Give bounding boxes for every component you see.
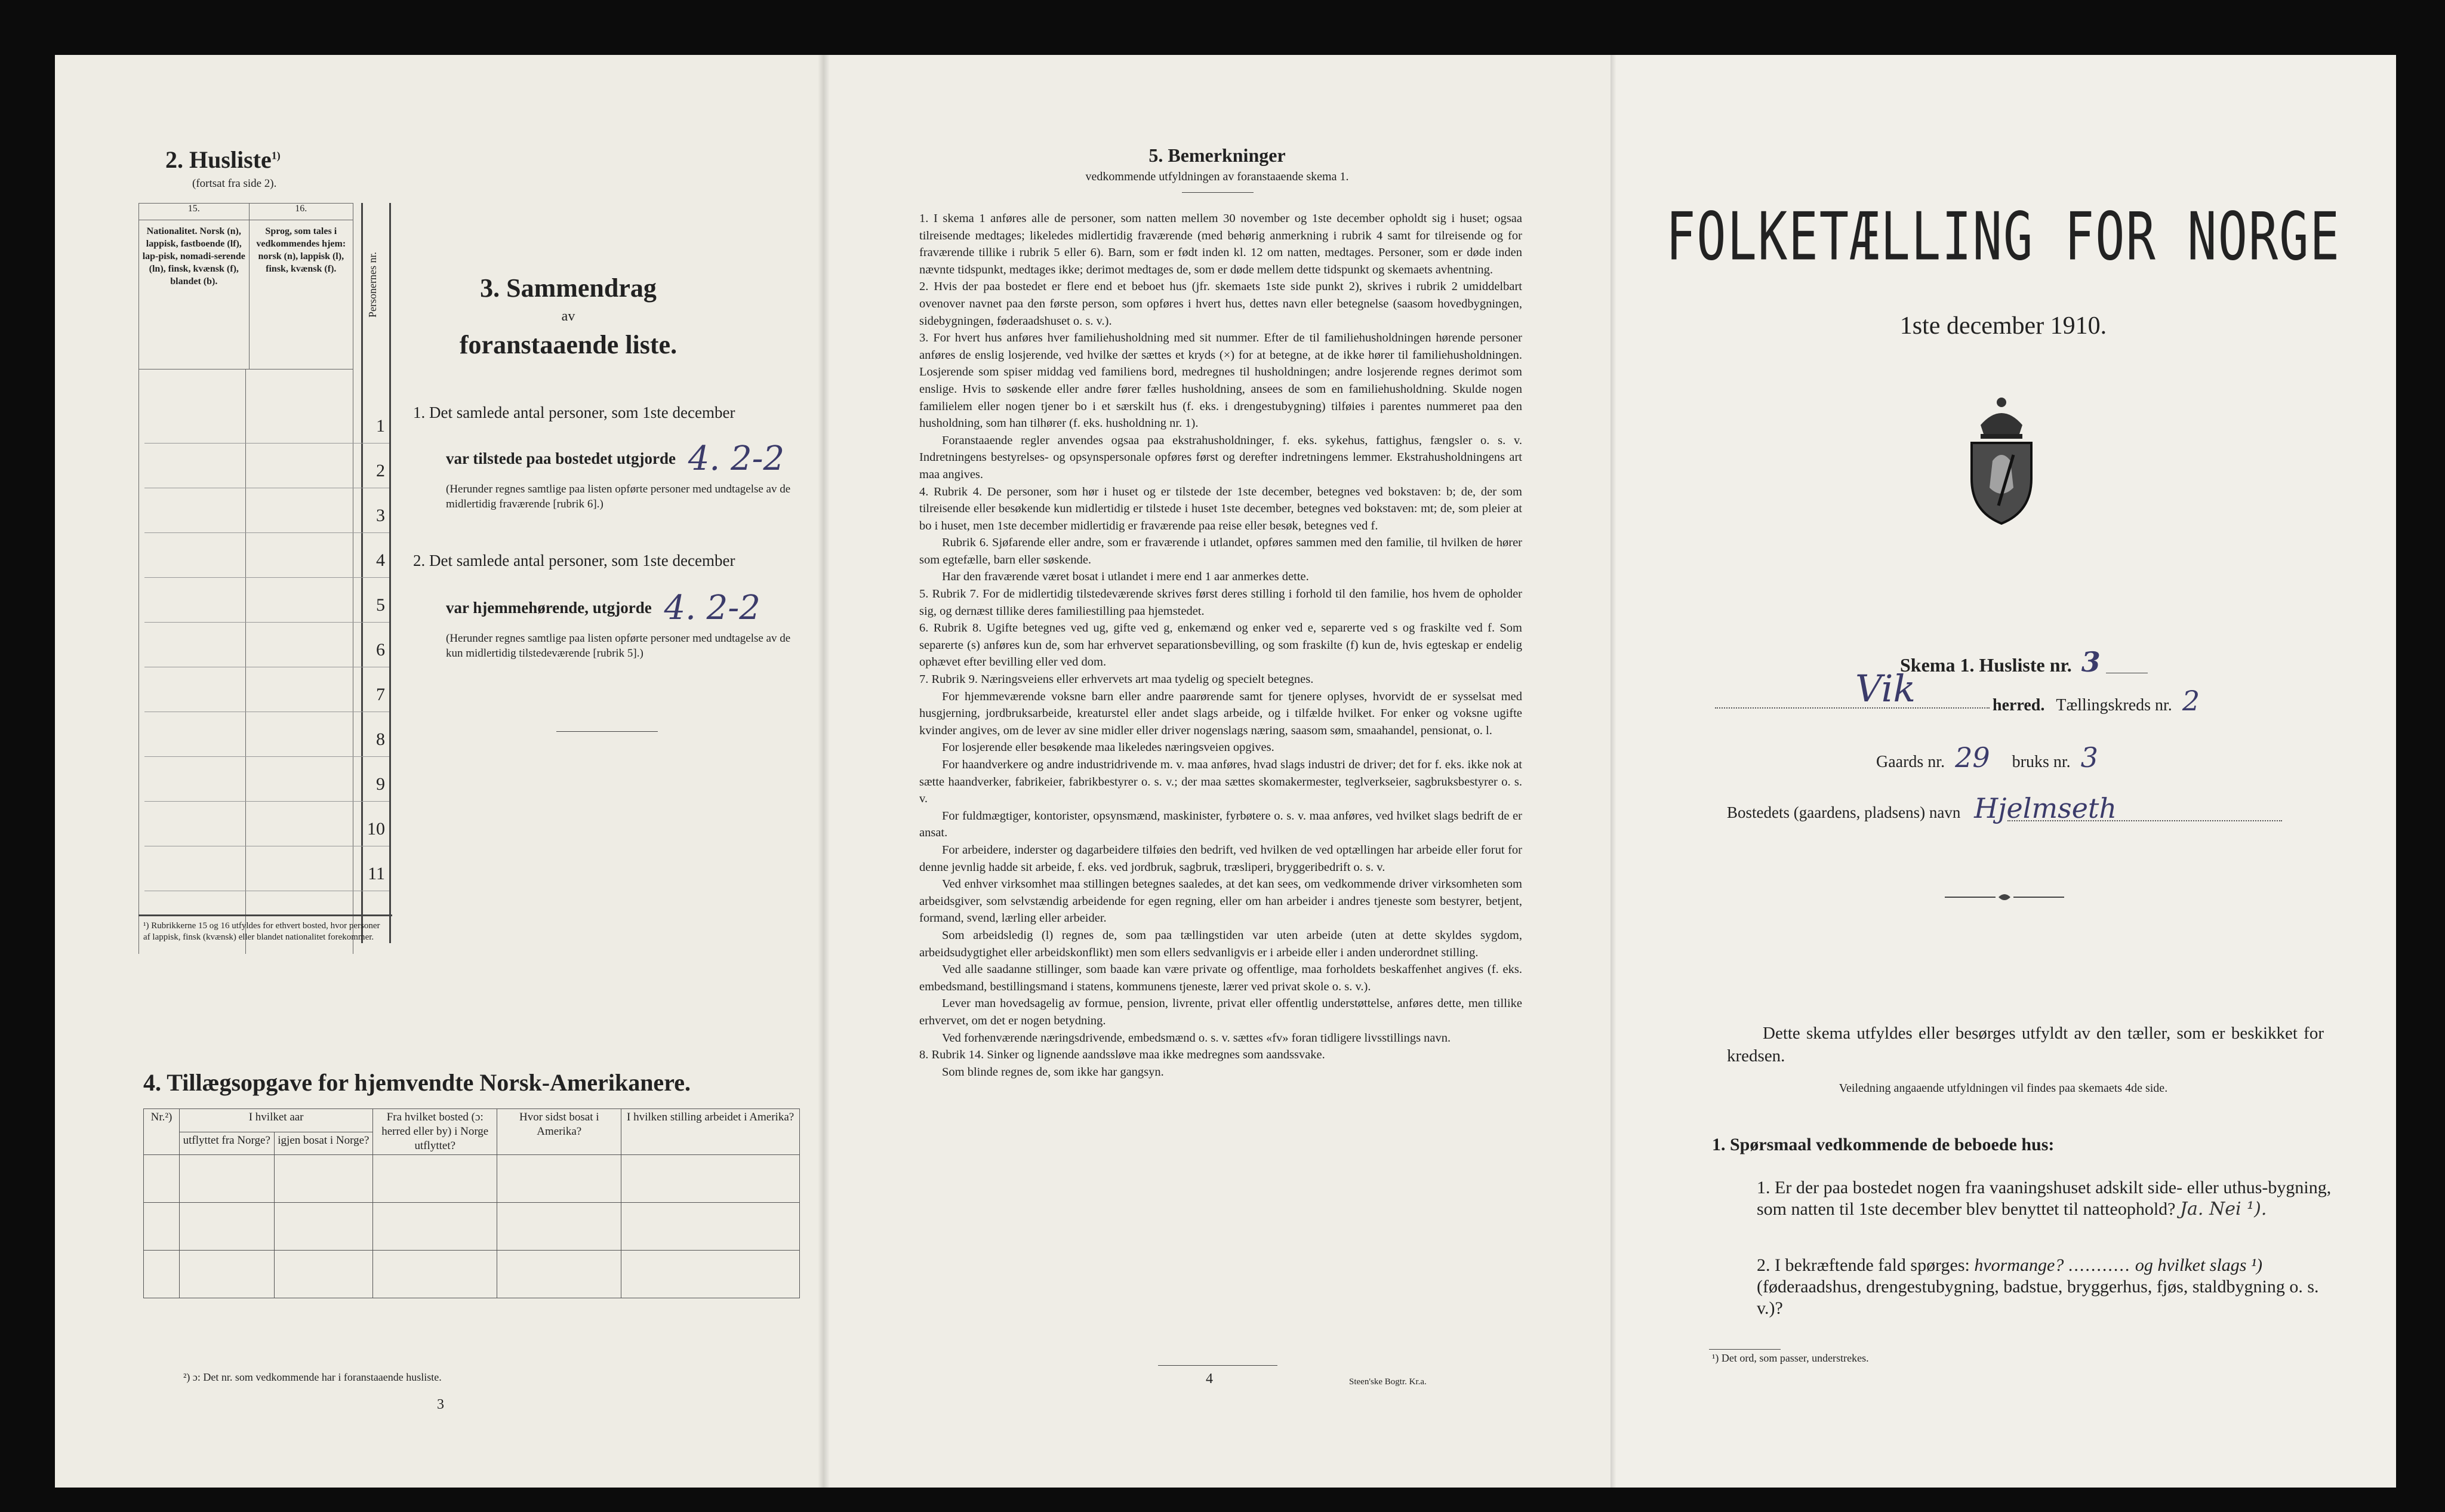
herred-value: Vik [1855,667,1916,710]
tillaeg-row [144,1155,800,1203]
remark-para: For fuldmægtiger, kontorister, opsynsmænd, maskinister, fyrbøtere o. s. v. maa anføres, ved hvilket slags bedrift de er ansat. [919,809,1522,840]
sammendrag-title: 3. Sammendrag [480,273,657,303]
sammendrag-subtitle: foranstaaende liste. [459,330,678,359]
row-num: 6 [376,640,385,660]
persons-col-head: Personernes nr. [367,252,378,318]
husliste-cont: (fortsat fra side 2). [192,177,277,190]
row-num: 3 [376,506,385,525]
remark-para: For losjerende eller besøkende maa likeledes næringsveien opgives. [942,741,1274,755]
remark-para: Lever man hovedsagelig av formue, pension, livrente, privat eller offentlig understøttelse, anføres dette, men tillike erhvervet, om det er nogen betydning. [919,997,1522,1027]
bruks-value: 3 [2080,741,2098,774]
col15-head: Nationalitet. Norsk (n), lappisk, fastboende (lf), lap-pisk, nomadi-serende (ln), finsk, kvænsk (f), blandet (b). [139,220,250,369]
summary-2-value: 4. 2-2 [664,589,760,627]
husliste-title [165,146,281,174]
remark-para: Foranstaaende regler anvendes ogsaa paa ekstrahusholdninger, f. eks. sykehus, fattighus, fængsler o. s. v. Indretningens bestyrelses- og opsynspersonale opføres først og derefter indretningens lemmer. Ekstrahusholdningens art maa angives. [919,433,1522,481]
row-num: 1 [376,416,385,436]
summary-2-note: (Herunder regnes samtlige paa listen opførte personer med undtagelse av de kun midlertidig tilstedeværende [rubrik 5].) [446,632,791,660]
remark-para: Som arbeidsledig (l) regnes de, som paa tællingstiden var uten arbeide (uten at dette skyldes sygdom, arbeidsudygtighet eller arbeidskonflikt) men som ellers sedvanligvis er i arbeide eller i anden underordnet stilling. [919,928,1522,959]
remark-para: Ved alle saadanne stillinger, som baade kan være private og offentlige, maa forholdets beskaffenhet angives (f. eks. embedsmand, bestillingsmand i statens, kommunens tjeneste, lærer ved privat skole o. s. v.). [919,963,1522,993]
gaards-label: Gaards nr. [1876,753,1945,771]
col16-head: Sprog, som tales i vedkommendes hjem: norsk (n), lappisk (l), finsk, kvænsk (f). [249,220,353,369]
bosted-line [1727,792,2117,824]
bosted-dots [2007,820,2282,821]
census-date: 1ste december 1910. [1899,312,2107,340]
summary-rule [556,731,658,732]
tillaeg-col-bosted: Fra hvilket bosted (ɔ: herred eller by) i Norge utflyttet? [373,1109,497,1155]
row-num: 8 [376,729,385,749]
question-1-2-how-many: hvormange? [1974,1255,2064,1275]
bemerkninger-subtitle: vedkommende utfyldningen av foranstaaende skema 1. [1085,170,1349,183]
summary-2-label: var hjemmehørende, utgjorde [446,599,652,617]
remark-para: Har den fraværende været bosat i utlandet i mere end 1 aar anmerkes dette. [942,570,1309,584]
remark-para: 7. Rubrik 9. Næringsveiens eller erhvervets art maa tydelig og specielt betegnes. [919,673,1314,686]
summary-1-line1: 1. Det samlede antal personer, som 1ste december [413,404,735,421]
summary-1-label: var tilstede paa bostedet utgjorde [446,449,676,467]
row-num: 9 [376,774,385,794]
bosted-value: Hjelmseth [1974,792,2117,824]
question-1-2-text: 2. I bekræftende fald spørges: [1757,1255,1970,1275]
col15-num: 15. [139,204,250,220]
row-line [144,443,389,444]
census-title: FOLKETÆLLING FOR NORGE [1665,199,2341,276]
remark-para: Ved forhenværende næringsdrivende, embedsmænd o. s. v. sættes «fv» foran tidligere livsstillings navn. [942,1031,1451,1045]
summary-1-note: (Herunder regnes samtlige paa listen opførte personer med undtagelse av de midlertidig fraværende [rubrik 6].) [446,483,791,510]
ornament-icon [1945,889,2064,907]
remark-para: 3. For hvert hus anføres hver familiehusholdning med sit nummer. Efter de til familiehusholdningen hørende personer anføres de enslig losjerende, ved hvilke der sættes et kryds (×) for at betegne, at de ikke hører til familiehusholdningen. Losjerende som spiser middag ved familiens bord, medregnes til husholdningen; andre losjerende regnes derimot som enslige. Hvis to søskende eller andre fører fælles husholdning, ansees de som en familiehusholdning. Skulde nogen familielem eller nogen tjener bo i et særskilt hus (f. eks. i drengestubygning) tilføies i parentes nummeret paa den husholdning, som han tilhører (f. eks. husholdning nr. 1). [919,331,1522,430]
summary-2-line1: 2. Det samlede antal personer, som 1ste december [413,552,735,569]
title-rule [1182,192,1254,193]
krets-value: 2 [2182,685,2200,717]
row-num: 5 [376,595,385,615]
question-1-1 [1757,1177,2336,1220]
remark-para: 2. Hvis der paa bostedet er flere end et beboet hus (jfr. skemaets 1ste side punkt 2), skrives i rubrik 2 umiddelbart ovenover navnet paa den første person, som opføres i hvert hus, dettes navn eller betegnelse (saasom hovedbygningen, sidebygningen, føderaadshuset o. s. v.). [919,280,1522,328]
tillaeg-col-amerika: Hvor sidst bosat i Amerika? [497,1109,621,1155]
remark-para: 8. Rubrik 14. Sinker og lignende aandssløve maa ikke medregnes som aandssvake. [919,1048,1325,1062]
tillaeg-col-utflyttet: utflyttet fra Norge? [180,1132,275,1155]
husliste-title-text: 2. Husliste [165,146,272,173]
question-1-1-answer: Ja. Nei ¹). [2179,1199,2267,1220]
husliste-footnote: ¹) Rubrikkerne 15 og 16 utfyldes for ethvert bosted, hvor personer af lappisk, finsk (kvænsk) eller blandet nationalitet forekommer. [143,921,380,942]
tillaeg-row [144,1203,800,1251]
tillaeg-table [143,1108,800,1298]
summary-1-value: 4. 2-2 [688,439,785,478]
col16-body [246,369,353,954]
remarks-body [919,210,1522,1080]
remark-para: 4. Rubrik 4. De personer, som hør i huset og er tilstede der 1ste december, betegnes ved bokstaven: b; de, der som tilreisende eller besøkende kun midlertidig er tilstede i huset 1ste december, betegnes ved bokstaven: mt; de, som pleier at bo i huset, men 1ste december midlertidig er fraværende paa reise eller besøk, betegnes ved f. [919,485,1522,532]
remark-para: Rubrik 6. Sjøfarende eller andre, som er fraværende i utlandet, opføres sammen med den familie, til hvilken de hører som egtefælle, barn eller søskende. [919,536,1522,566]
left-page [55,55,824,1488]
col16-num: 16. [249,204,353,220]
tillaeg-col-stilling: I hvilken stilling arbeidet i Amerika? [621,1109,800,1155]
row-num: 2 [376,461,385,481]
remark-para: For haandverkere og andre industridrivende m. v. maa anføres, hvad slags industri de driver; det for f. eks. ikke nok at sætte haandverker, fabrikeier, fabrikbestyrer o. s. v.; der maa sættes skomakermester, teglverkseier, sagbruksbestyrer o. s. v. [919,758,1522,806]
tillaeg-col-nr: Nr.²) [144,1109,180,1155]
herred-line [1993,685,2200,717]
tillaeg-footnote: ²) ɔ: Det nr. som vedkommende har i foranstaaende husliste. [183,1371,442,1383]
end-rule [1158,1365,1277,1366]
middle-page [824,55,1611,1488]
tillaeg-col-igjen: igjen bosat i Norge? [274,1132,373,1155]
herred-dots [1715,707,1990,709]
right-page [1611,55,2396,1488]
row-num: 4 [376,550,385,570]
footnote-rule [1709,1349,1781,1350]
tillaeg-row [144,1251,800,1298]
row-num: 10 [367,819,385,839]
row-line [144,622,389,623]
tillaeg-col-aar: I hvilket aar [180,1109,373,1132]
remark-para: 5. Rubrik 7. For de midlertidig tilstedeværende skrives først deres stilling i forhold til den familie, hos hvem de opholder sig, og dernæst tillike deres familiestilling paa hjemstedet. [919,587,1522,618]
bosted-label: Bostedets (gaardens, pladsens) navn [1727,803,1961,821]
herred-label: herred. [1993,696,2045,715]
husliste-sup: 1) [271,149,281,162]
question-1-1-text: 1. Er der paa bostedet nogen fra vaaningshuset adskilt side- eller uthus-bygning, som natten til 1ste december blev benyttet til natteophold? [1757,1178,2332,1219]
instructions: Dette skema utfyldes eller besørges utfyldt av den tæller, som er beskikket for kredsen. [1727,1024,2324,1066]
col15-body [138,369,246,954]
instructions-note: Veiledning angaaende utfyldningen vil findes paa skemaets 4de side. [1839,1082,2168,1095]
page-number-4: 4 [1206,1371,1213,1387]
row-line [144,756,389,757]
bemerkninger-title: 5. Bemerkninger [1148,144,1286,166]
question-1 [1712,1134,2333,1156]
remark-para: 6. Rubrik 8. Ugifte betegnes ved ug, gifte ved g, enkemænd og enker ved e, separerte ved s og fraskilte ved f. Som separerte (s) anføres kun de, som har erhvervet separationsbevilling, og som fraskilte (f) kun de, hvis egteskap er endelig ophævet efter bevilling eller ved dom. [919,621,1522,669]
row-line [144,801,389,802]
row-line [144,532,389,533]
husliste-table [138,203,353,955]
right-footnote: ¹) Det ord, som passer, understrekes. [1712,1352,1869,1364]
skema-value: 3 [2081,646,2101,678]
summary-2-line2 [446,589,804,627]
row-line [144,577,389,578]
coat-of-arms-icon [1957,389,2046,526]
row-num: 11 [368,864,385,883]
page-fold [818,55,824,1488]
question-1-2: 2. I bekræftende fald spørges: hvormange? ........... og hvilket slags ¹) (føderaadshus, drengestubygning, badstue, bryggerhus, fjøs, staldbygning o. s. v.)? [1757,1255,2319,1318]
remark-para: Som blinde regnes de, som ikke har gangsyn. [942,1065,1164,1079]
tillaeg-title: 4. Tillægsopgave for hjemvendte Norsk-Amerikanere. [143,1069,691,1096]
gaards-value: 29 [1955,741,1990,774]
remark-para: 1. I skema 1 anføres alle de personer, som natten mellem 30 november og 1ste december opholdt sig i huset; ogsaa tilreisende medtages; likeledes midlertidig fraværende (med behørig anmerkning i rubrik 4 samt for tilreisende og for fraværende tillike i rubrik 5 eller 6). Barn, som er født inden kl. 12 om natten, medtages. Personer, som er døde inden nævnte tidspunkt, medtages ikke; derimot medtages de, som er døde mellem dette tidspunkt og skemaets avhentning. [919,212,1522,276]
sammendrag-av: av [561,309,575,324]
skema-label: Skema 1. Husliste nr. [1900,654,2072,676]
remark-para: For arbeidere, inderster og dagarbeidere tilføies den bedrift, ved hvilken de ved optællingen har arbeide eller forut for denne jevnlig hadde sit arbeide, f. eks. ved jordbruk, sagbruk, træsliperi, bryggeribedrift o. s. v. [919,843,1522,874]
skema-line [1900,646,2101,678]
page-number-3: 3 [437,1397,444,1412]
printer-mark: Steen'ske Bogtr. Kr.a. [1349,1377,1427,1387]
table-bottom-rule [138,914,392,916]
question-1-2-examples: (føderaadshus, drengestubygning, badstue, bryggerhus, fjøs, staldbygning o. s. v.)? [1757,1277,2319,1318]
gaard-line [1876,741,2098,774]
question-1-2-what-kind: og hvilket slags ¹) [2135,1255,2262,1275]
remark-para: Ved enhver virksomhet maa stillingen betegnes saaledes, at det kan sees, om vedkommende driver virksomheten som arbeidsgiver, som selvstændig arbeidende for egen regning, eller om han arbeider i andres tjeneste som bestyrer, betjent, formand, svend, lærling eller arbeider. [919,877,1522,925]
bruks-label: bruks nr. [2012,753,2071,771]
summary-1-line2 [446,439,804,478]
krets-label: Tællingskreds nr. [2056,696,2172,715]
page-fold [824,55,830,1488]
question-1-text: 1. Spørsmaal vedkommende de beboede hus: [1712,1135,2055,1154]
row-num: 7 [376,685,385,704]
remark-para: For hjemmeværende voksne barn eller andre paarørende samt for tjenere oplyses, hvorvidt de er sysselsat med husgjerning, jordbruksarbeide, kreaturstel eller andet slags arbeide, og i tilfælde hvilket. For enker og voksne ugifte kvinder angives, om de lever av sine midler eller driver nogenslags næring, saasom søm, smaahandel, pensionat, o. l. [919,689,1522,737]
